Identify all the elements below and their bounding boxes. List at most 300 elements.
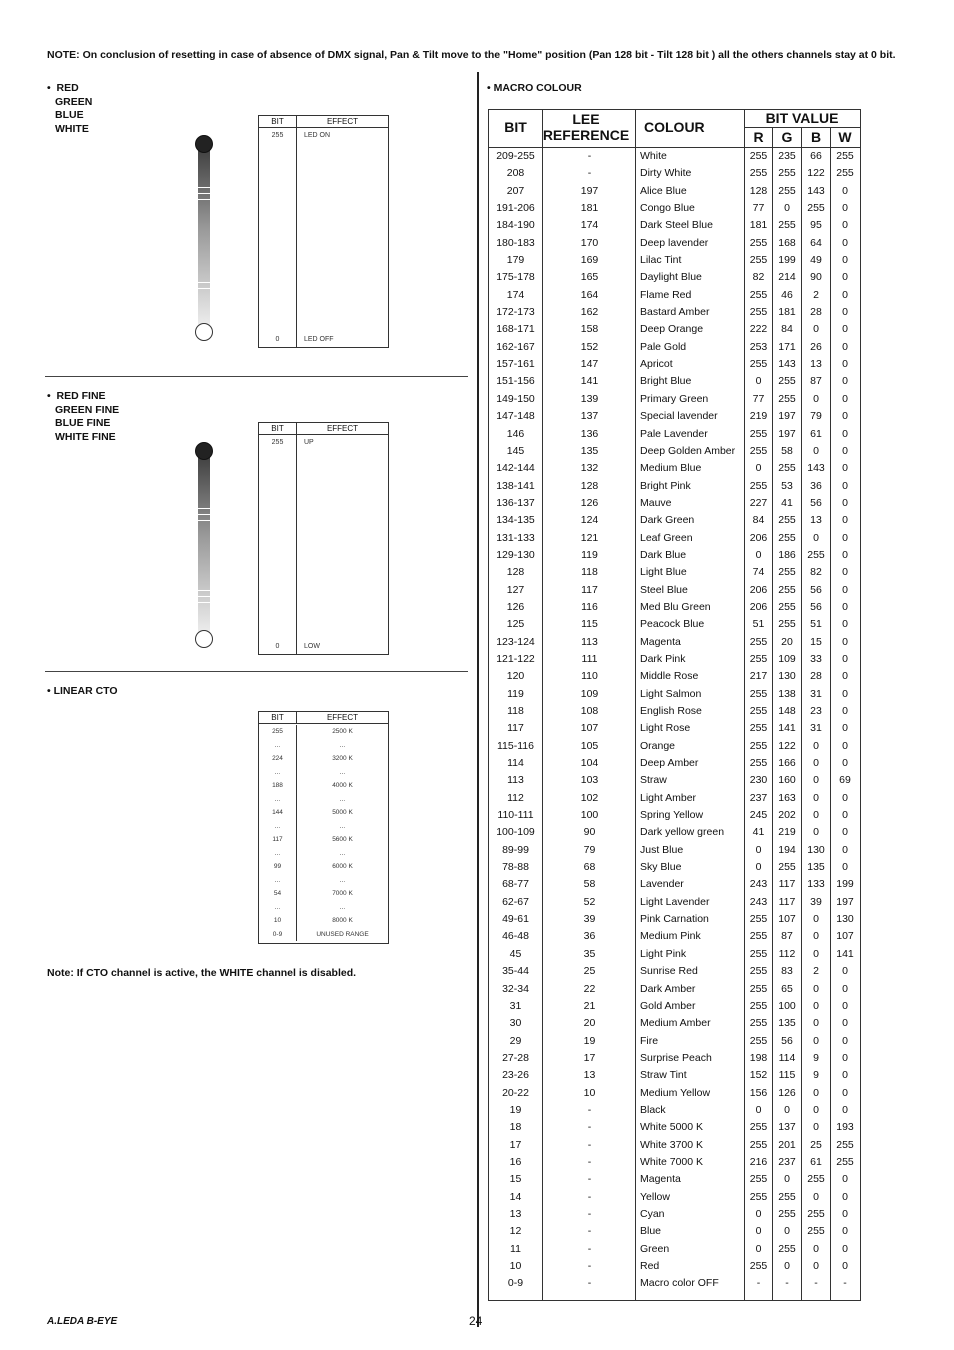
- r-cell: 0: [755, 1225, 762, 1238]
- lee-cell: 21: [583, 999, 596, 1012]
- b-cell: 0: [813, 809, 819, 822]
- r-cell: 0: [755, 462, 762, 475]
- lee-cell: 22: [583, 982, 596, 995]
- bit-cell: 13: [509, 1207, 522, 1220]
- table-row: [489, 217, 860, 234]
- lee-cell: 110: [581, 670, 598, 683]
- w-cell: 0: [842, 271, 848, 284]
- bit-cell: 123-124: [496, 635, 535, 648]
- lee-cell: 165: [580, 271, 599, 284]
- b-cell: 255: [807, 202, 825, 215]
- w-cell: 0: [842, 982, 848, 995]
- cto-effect-cell: 7000 K: [332, 890, 353, 897]
- cto-title: • LINEAR CTO: [47, 685, 118, 697]
- bit-cell: 16: [509, 1155, 522, 1168]
- r-cell: -: [756, 1277, 761, 1290]
- table-row: [489, 616, 860, 633]
- r-cell: 255: [749, 306, 768, 319]
- lee-cell: 121: [580, 531, 599, 544]
- bit-cell: 32-34: [502, 982, 529, 995]
- w-cell: 0: [842, 739, 848, 752]
- r-cell: 128: [749, 184, 768, 197]
- w-cell: 141: [836, 947, 854, 960]
- table-row: [489, 1275, 860, 1292]
- slider-knob-top: [195, 135, 213, 153]
- b-cell: 255: [807, 1207, 825, 1220]
- table-row: [489, 790, 860, 807]
- r-cell: 82: [752, 271, 765, 284]
- rgbw-slider-graphic: [195, 135, 213, 341]
- table-row: [259, 793, 388, 807]
- bit-cell: 31: [509, 999, 522, 1012]
- col-header-colour: COLOUR: [644, 119, 705, 135]
- table-row: [259, 820, 388, 834]
- r-cell: 255: [749, 236, 768, 249]
- w-cell: 0: [842, 566, 848, 579]
- g-cell: 41: [781, 496, 793, 509]
- b-cell: 9: [813, 1069, 819, 1082]
- b-cell: 9: [813, 1051, 819, 1064]
- w-cell: 130: [836, 913, 854, 926]
- r-cell: 255: [749, 947, 768, 960]
- lee-cell: 119: [581, 548, 598, 561]
- cto-bit-cell: 144: [259, 806, 297, 820]
- b-cell: 0: [813, 1086, 819, 1099]
- r-cell: 0: [755, 1242, 762, 1255]
- table-row: [489, 755, 860, 772]
- cto-effect-cell: 2500 K: [332, 728, 353, 735]
- b-cell: 49: [810, 254, 822, 267]
- r-cell: 0: [755, 1207, 762, 1220]
- cto-bit-cell: ...: [259, 820, 297, 834]
- colour-name-cell: Medium Yellow: [640, 1086, 711, 1099]
- colour-name-cell: Pink Carnation: [640, 913, 709, 926]
- g-cell: 0: [784, 1173, 790, 1186]
- cto-bit-cell: ...: [259, 874, 297, 888]
- table-row: [489, 304, 860, 321]
- w-cell: 0: [842, 358, 848, 371]
- table-row: [259, 914, 388, 928]
- lee-cell: 152: [580, 340, 599, 353]
- lee-cell: 105: [580, 739, 599, 752]
- colour-name-cell: Sky Blue: [640, 861, 682, 874]
- r-cell: 255: [749, 739, 768, 752]
- table-row: [259, 901, 388, 915]
- b-cell: 0: [813, 1190, 819, 1203]
- lee-cell: 13: [583, 1069, 596, 1082]
- b-cell: -: [814, 1277, 818, 1290]
- column-divider: [477, 72, 479, 1327]
- cto-effect-cell: 8000 K: [332, 917, 353, 924]
- rgbw-title: [47, 82, 92, 136]
- colour-name-cell: Green: [640, 1242, 670, 1255]
- footer-brand: A.LEDA B-EYE: [47, 1316, 118, 1327]
- b-cell: 66: [810, 150, 822, 162]
- table-row: [489, 1119, 860, 1136]
- table-row: [489, 859, 860, 876]
- section-divider: [45, 376, 468, 377]
- cell-bit-top: 255: [271, 439, 284, 446]
- lee-cell: 118: [581, 566, 598, 579]
- colour-name-cell: Magenta: [640, 635, 681, 648]
- cto-effect-cell: ...: [339, 849, 346, 857]
- b-cell: 0: [813, 757, 819, 770]
- bit-cell: 113: [507, 774, 524, 787]
- rgbw-bit-table: [258, 115, 389, 348]
- r-cell: 0: [755, 1103, 762, 1116]
- lee-cell: -: [587, 1138, 592, 1151]
- lee-cell: -: [587, 1190, 592, 1203]
- lee-cell: 135: [580, 444, 599, 457]
- col-header-bit: BIT: [259, 116, 297, 127]
- lee-cell: 181: [580, 202, 599, 215]
- g-cell: 255: [778, 618, 796, 631]
- table-row: [489, 373, 860, 390]
- g-cell: 168: [778, 236, 796, 249]
- b-cell: 28: [810, 306, 822, 319]
- macro-title: • MACRO COLOUR: [487, 82, 582, 94]
- b-cell: 26: [810, 340, 822, 353]
- r-cell: 255: [749, 757, 768, 770]
- lee-cell: 58: [583, 878, 596, 891]
- bit-cell: 0-9: [507, 1277, 524, 1290]
- bit-cell: 27-28: [502, 1051, 529, 1064]
- r-cell: 0: [755, 843, 762, 856]
- g-cell: 117: [778, 878, 796, 891]
- bit-cell: 134-135: [496, 514, 535, 527]
- g-cell: 255: [778, 1242, 796, 1255]
- b-cell: 0: [813, 999, 819, 1012]
- lee-cell: 109: [580, 687, 599, 700]
- w-cell: 0: [842, 999, 848, 1012]
- lee-cell: 132: [580, 462, 599, 475]
- b-cell: 82: [810, 566, 822, 579]
- g-cell: 148: [778, 705, 796, 717]
- table-row: [489, 530, 860, 547]
- table-row: [489, 183, 860, 200]
- lee-cell: 35: [583, 947, 596, 960]
- r-cell: 255: [749, 982, 768, 995]
- g-cell: 166: [778, 757, 796, 770]
- lee-cell: -: [587, 1155, 592, 1168]
- table-row: [489, 1171, 860, 1188]
- cell-effect-bottom: LOW: [304, 643, 320, 650]
- colour-name-cell: Steel Blue: [640, 583, 688, 596]
- cto-bit-cell: 10: [259, 914, 297, 928]
- g-cell: 201: [778, 1138, 796, 1151]
- r-cell: 74: [752, 566, 765, 579]
- table-row: [489, 1223, 860, 1240]
- r-cell: 255: [749, 1034, 768, 1047]
- w-cell: 0: [842, 392, 848, 405]
- table-row: [489, 165, 860, 182]
- rgbw-line-green: GREEN: [55, 95, 93, 108]
- colour-name-cell: Sunrise Red: [640, 965, 698, 978]
- col-header-effect: EFFECT: [326, 117, 359, 126]
- fine-line-blue: BLUE FINE: [55, 417, 111, 429]
- cto-bit-cell: ...: [259, 901, 297, 915]
- g-cell: 0: [784, 1225, 790, 1238]
- cto-bit-cell: 224: [259, 752, 297, 766]
- table-row: [489, 998, 860, 1015]
- lee-cell: 126: [580, 496, 599, 509]
- colour-name-cell: English Rose: [640, 705, 702, 717]
- lee-cell: 107: [580, 722, 599, 735]
- bit-cell: 184-190: [496, 219, 535, 232]
- g-cell: 214: [778, 271, 796, 284]
- colour-name-cell: Cyan: [640, 1207, 665, 1220]
- col-header-g: G: [781, 129, 793, 145]
- w-cell: 0: [842, 202, 848, 215]
- cto-rows: [259, 724, 388, 941]
- r-cell: 0: [755, 375, 762, 388]
- g-cell: 255: [778, 1207, 796, 1220]
- bit-cell: 127: [506, 583, 525, 596]
- cto-effect-cell: ...: [339, 903, 346, 911]
- lee-cell: 124: [580, 514, 599, 527]
- g-cell: 186: [778, 548, 796, 561]
- r-cell: 255: [749, 1190, 768, 1203]
- colour-name-cell: Black: [640, 1103, 666, 1116]
- b-cell: 90: [810, 271, 822, 284]
- w-cell: 0: [842, 618, 848, 631]
- bit-cell: 131-133: [496, 531, 535, 544]
- w-cell: 107: [836, 930, 854, 943]
- cto-bit-cell: ...: [259, 766, 297, 780]
- b-cell: 135: [807, 861, 825, 874]
- b-cell: 0: [813, 531, 819, 544]
- w-cell: 0: [842, 809, 848, 822]
- w-cell: 0: [842, 757, 848, 770]
- r-cell: 237: [749, 791, 768, 804]
- colour-name-cell: Orange: [640, 739, 676, 752]
- b-cell: 13: [810, 514, 822, 527]
- fine-bit-table: [258, 422, 389, 655]
- table-row: [489, 391, 860, 408]
- r-cell: 255: [749, 427, 768, 440]
- w-cell: -: [843, 1277, 847, 1290]
- w-cell: 0: [842, 444, 848, 457]
- slider-knob-bottom: [195, 323, 213, 341]
- b-cell: 133: [807, 878, 825, 891]
- top-note: NOTE: On conclusion of resetting in case of absence of DMX signal, Pan & Tilt move to the "Home" position (Pan 128 bit - Tilt 128 bit ) all the others channels stay at 0 bit.: [47, 49, 896, 61]
- macro-colour-table: [488, 109, 861, 1301]
- colour-name-cell: Dark Steel Blue: [640, 219, 713, 232]
- colour-name-cell: Gold Amber: [640, 999, 696, 1012]
- g-cell: 130: [778, 670, 796, 683]
- col-header-effect: EFFECT: [326, 713, 359, 722]
- b-cell: 13: [810, 358, 822, 371]
- bit-cell: 146: [506, 427, 525, 440]
- w-cell: 0: [842, 410, 848, 423]
- bit-cell: 175-178: [496, 271, 535, 284]
- w-cell: 0: [842, 1086, 848, 1099]
- b-cell: 0: [813, 1260, 819, 1272]
- table-row: [489, 408, 860, 425]
- bit-cell: 180-183: [496, 236, 535, 249]
- lee-cell: 52: [583, 895, 596, 908]
- rgbw-line-red: RED: [56, 82, 79, 94]
- b-cell: 56: [810, 600, 822, 613]
- g-cell: 46: [781, 288, 793, 301]
- b-cell: 0: [813, 982, 819, 995]
- table-row: [489, 981, 860, 998]
- lee-cell: 108: [580, 705, 599, 717]
- bit-cell: 35-44: [502, 965, 529, 978]
- lee-cell: 90: [583, 826, 596, 839]
- bit-cell: 117: [507, 722, 524, 735]
- g-cell: 112: [778, 947, 796, 960]
- cell-effect-bottom: LED OFF: [304, 336, 334, 343]
- g-cell: 255: [778, 219, 796, 232]
- lee-cell: 128: [580, 479, 599, 492]
- table-row: [259, 887, 388, 901]
- b-cell: 0: [813, 826, 819, 839]
- w-cell: 0: [842, 1034, 848, 1047]
- b-cell: 95: [810, 219, 822, 232]
- g-cell: 84: [781, 323, 793, 336]
- table-row: [489, 668, 860, 685]
- b-cell: 2: [813, 965, 819, 978]
- w-cell: 0: [842, 340, 848, 353]
- colour-name-cell: Light Amber: [640, 791, 697, 804]
- rgbw-line-blue: BLUE: [55, 109, 84, 121]
- rgbw-line-white: WHITE: [55, 122, 89, 135]
- colour-name-cell: White: [640, 150, 667, 162]
- macro-rows: [489, 148, 860, 1293]
- r-cell: 255: [749, 288, 768, 301]
- lee-cell: 68: [583, 861, 596, 874]
- bit-cell: 191-206: [496, 202, 535, 215]
- lee-cell: -: [587, 1173, 592, 1186]
- colour-name-cell: Just Blue: [640, 843, 684, 856]
- colour-name-cell: Straw Tint: [640, 1069, 687, 1082]
- g-cell: 255: [778, 861, 796, 874]
- table-row: [489, 1241, 860, 1258]
- w-cell: 0: [842, 427, 848, 440]
- table-row: [259, 928, 388, 942]
- w-cell: 0: [842, 652, 848, 665]
- bit-cell: 115-116: [497, 739, 534, 752]
- r-cell: 255: [749, 687, 768, 700]
- fine-line-white: WHITE FINE: [55, 430, 116, 443]
- table-row: [489, 1015, 860, 1032]
- cto-bit-cell: ...: [259, 793, 297, 807]
- r-cell: 255: [749, 722, 768, 735]
- colour-name-cell: Medium Blue: [640, 462, 702, 475]
- g-cell: 137: [778, 1121, 796, 1134]
- table-row: [489, 807, 860, 824]
- g-cell: 53: [781, 479, 793, 492]
- colour-name-cell: Deep Orange: [640, 323, 704, 336]
- w-cell: 0: [842, 583, 848, 596]
- bit-cell: 151-156: [496, 375, 535, 388]
- b-cell: 64: [810, 236, 822, 249]
- bit-cell: 29: [509, 1034, 522, 1047]
- g-cell: 100: [778, 999, 796, 1012]
- table-row: [259, 874, 388, 888]
- b-cell: 0: [813, 444, 819, 457]
- colour-name-cell: Light Pink: [640, 947, 687, 960]
- w-cell: 0: [842, 462, 848, 475]
- colour-name-cell: Dark Blue: [640, 548, 687, 561]
- g-cell: 109: [778, 652, 796, 665]
- bit-cell: 207: [506, 184, 525, 197]
- g-cell: 65: [781, 982, 793, 995]
- b-cell: 33: [810, 652, 822, 665]
- b-cell: 0: [813, 930, 819, 943]
- table-row: [489, 269, 860, 286]
- b-cell: 61: [810, 427, 822, 440]
- table-row: [259, 739, 388, 753]
- bit-cell: 149-150: [496, 392, 535, 405]
- r-cell: 41: [752, 826, 765, 839]
- b-cell: 0: [813, 323, 819, 336]
- w-cell: 197: [836, 895, 854, 908]
- r-cell: 0: [755, 861, 762, 874]
- lee-cell: -: [587, 1207, 592, 1220]
- lee-cell: 103: [580, 774, 599, 787]
- lee-cell: 139: [580, 392, 599, 405]
- b-cell: 0: [813, 1034, 819, 1047]
- lee-cell: 25: [583, 965, 596, 978]
- table-row: [489, 842, 860, 859]
- table-row: [489, 634, 860, 651]
- bit-cell: 129-130: [496, 548, 535, 561]
- colour-name-cell: Flame Red: [640, 288, 692, 301]
- lee-cell: 17: [583, 1051, 596, 1064]
- col-header-bit: BIT: [259, 712, 297, 723]
- colour-name-cell: Leaf Green: [640, 531, 693, 544]
- w-cell: 0: [842, 705, 848, 717]
- r-cell: 255: [749, 930, 768, 943]
- w-cell: 0: [842, 1190, 848, 1203]
- lee-cell: 174: [580, 219, 599, 232]
- table-row: [489, 1085, 860, 1102]
- g-cell: 255: [778, 392, 796, 405]
- cell-bit-bottom: 0: [275, 643, 280, 650]
- colour-name-cell: Deep Amber: [640, 757, 699, 770]
- colour-name-cell: Mauve: [640, 496, 672, 509]
- colour-name-cell: Peacock Blue: [640, 618, 705, 631]
- bit-cell: 209-255: [496, 150, 535, 162]
- table-row: [489, 911, 860, 928]
- colour-name-cell: Fire: [640, 1034, 659, 1047]
- b-cell: 79: [810, 410, 822, 423]
- g-cell: 197: [778, 427, 796, 440]
- table-row: [489, 1206, 860, 1223]
- r-cell: 243: [749, 895, 768, 908]
- colour-name-cell: Alice Blue: [640, 184, 687, 197]
- lee-cell: 136: [580, 427, 599, 440]
- table-row: [489, 1050, 860, 1067]
- colour-name-cell: White 5000 K: [640, 1121, 704, 1134]
- colour-name-cell: Medium Pink: [640, 930, 701, 943]
- r-cell: 255: [749, 1173, 768, 1186]
- b-cell: 56: [810, 496, 822, 509]
- bit-cell: 100-109: [496, 826, 535, 839]
- w-cell: 0: [842, 531, 848, 544]
- r-cell: 77: [752, 202, 765, 215]
- bit-cell: 157-161: [496, 358, 535, 371]
- b-cell: 0: [813, 913, 819, 926]
- lee-cell: -: [587, 1260, 592, 1272]
- g-cell: 171: [778, 340, 796, 353]
- table-row: [489, 599, 860, 616]
- fine-line-green: GREEN FINE: [55, 403, 120, 416]
- lee-cell: 158: [580, 323, 599, 336]
- w-cell: 255: [836, 150, 854, 162]
